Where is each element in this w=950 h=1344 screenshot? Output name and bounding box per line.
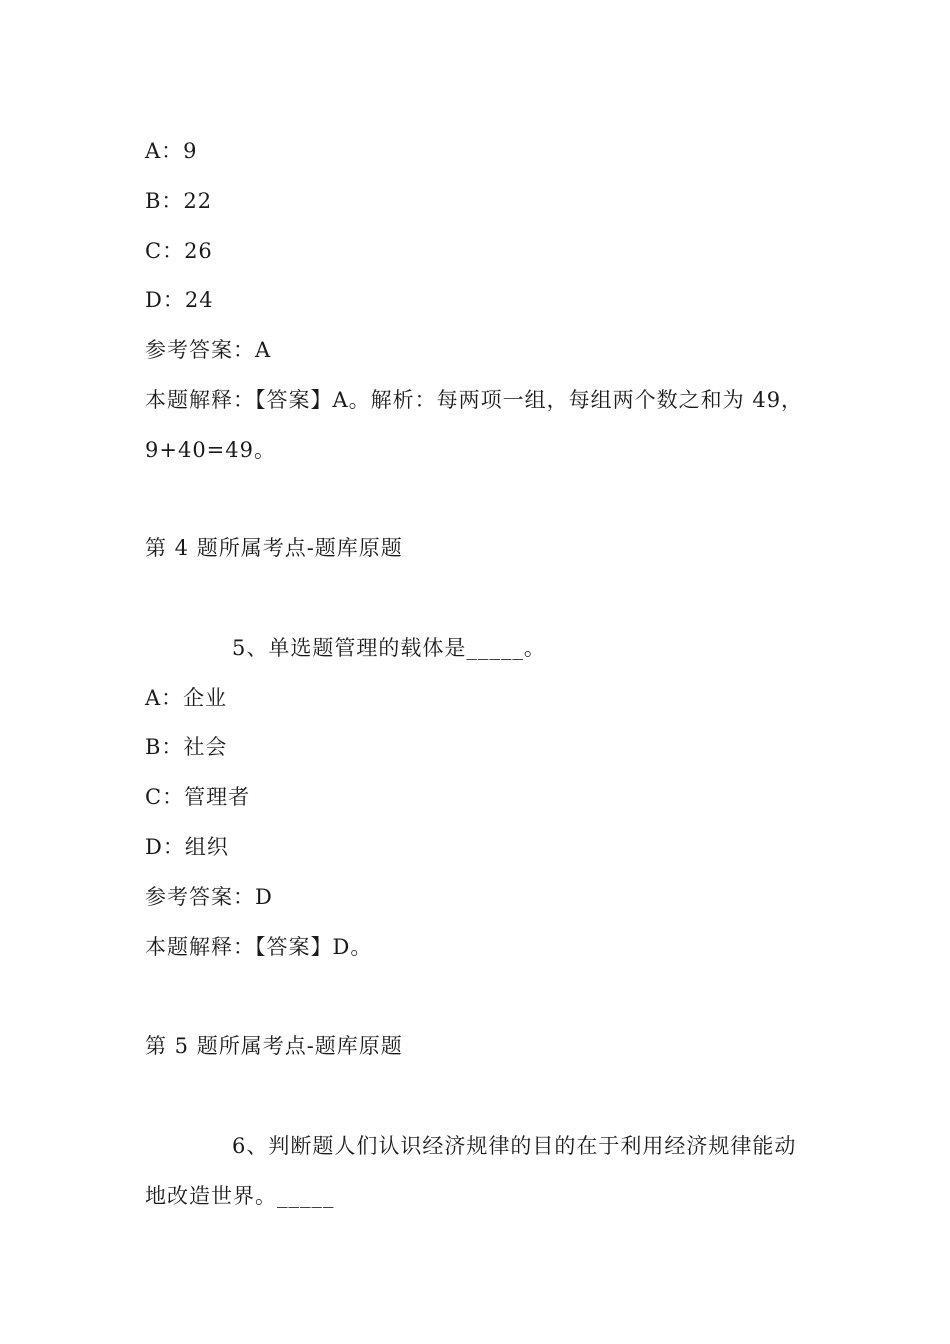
q4-explanation-line1: 本题解释：【答案】A。解析：每两项一组，每组两个数之和为 49，	[145, 388, 804, 412]
q4-option-b: B：22	[145, 189, 213, 213]
q5-option-b: B：社会	[145, 735, 228, 759]
q5-option-c: C：管理者	[145, 785, 251, 809]
q5-option-a: A：企业	[145, 686, 228, 710]
q5-topic: 第 5 题所属考点-题库原题	[145, 1034, 403, 1058]
q4-option-c: C：26	[145, 239, 213, 263]
q5-option-d: D：组织	[145, 835, 229, 859]
q6-question-line2: 地改造世界。_____	[145, 1184, 335, 1208]
q4-option-a: A：9	[145, 139, 198, 163]
q4-explanation-line2: 9+40=49。	[145, 438, 276, 462]
q5-explanation: 本题解释：【答案】D。	[145, 935, 373, 959]
q6-question-line1: 6、判断题人们认识经济规律的目的在于利用经济规律能动	[232, 1134, 797, 1158]
q5-answer: 参考答案：D	[145, 885, 273, 909]
q5-question: 5、单选题管理的载体是_____。	[232, 636, 546, 660]
q4-answer: 参考答案：A	[145, 338, 272, 362]
q4-topic: 第 4 题所属考点-题库原题	[145, 536, 403, 560]
q4-option-d: D：24	[145, 288, 214, 312]
